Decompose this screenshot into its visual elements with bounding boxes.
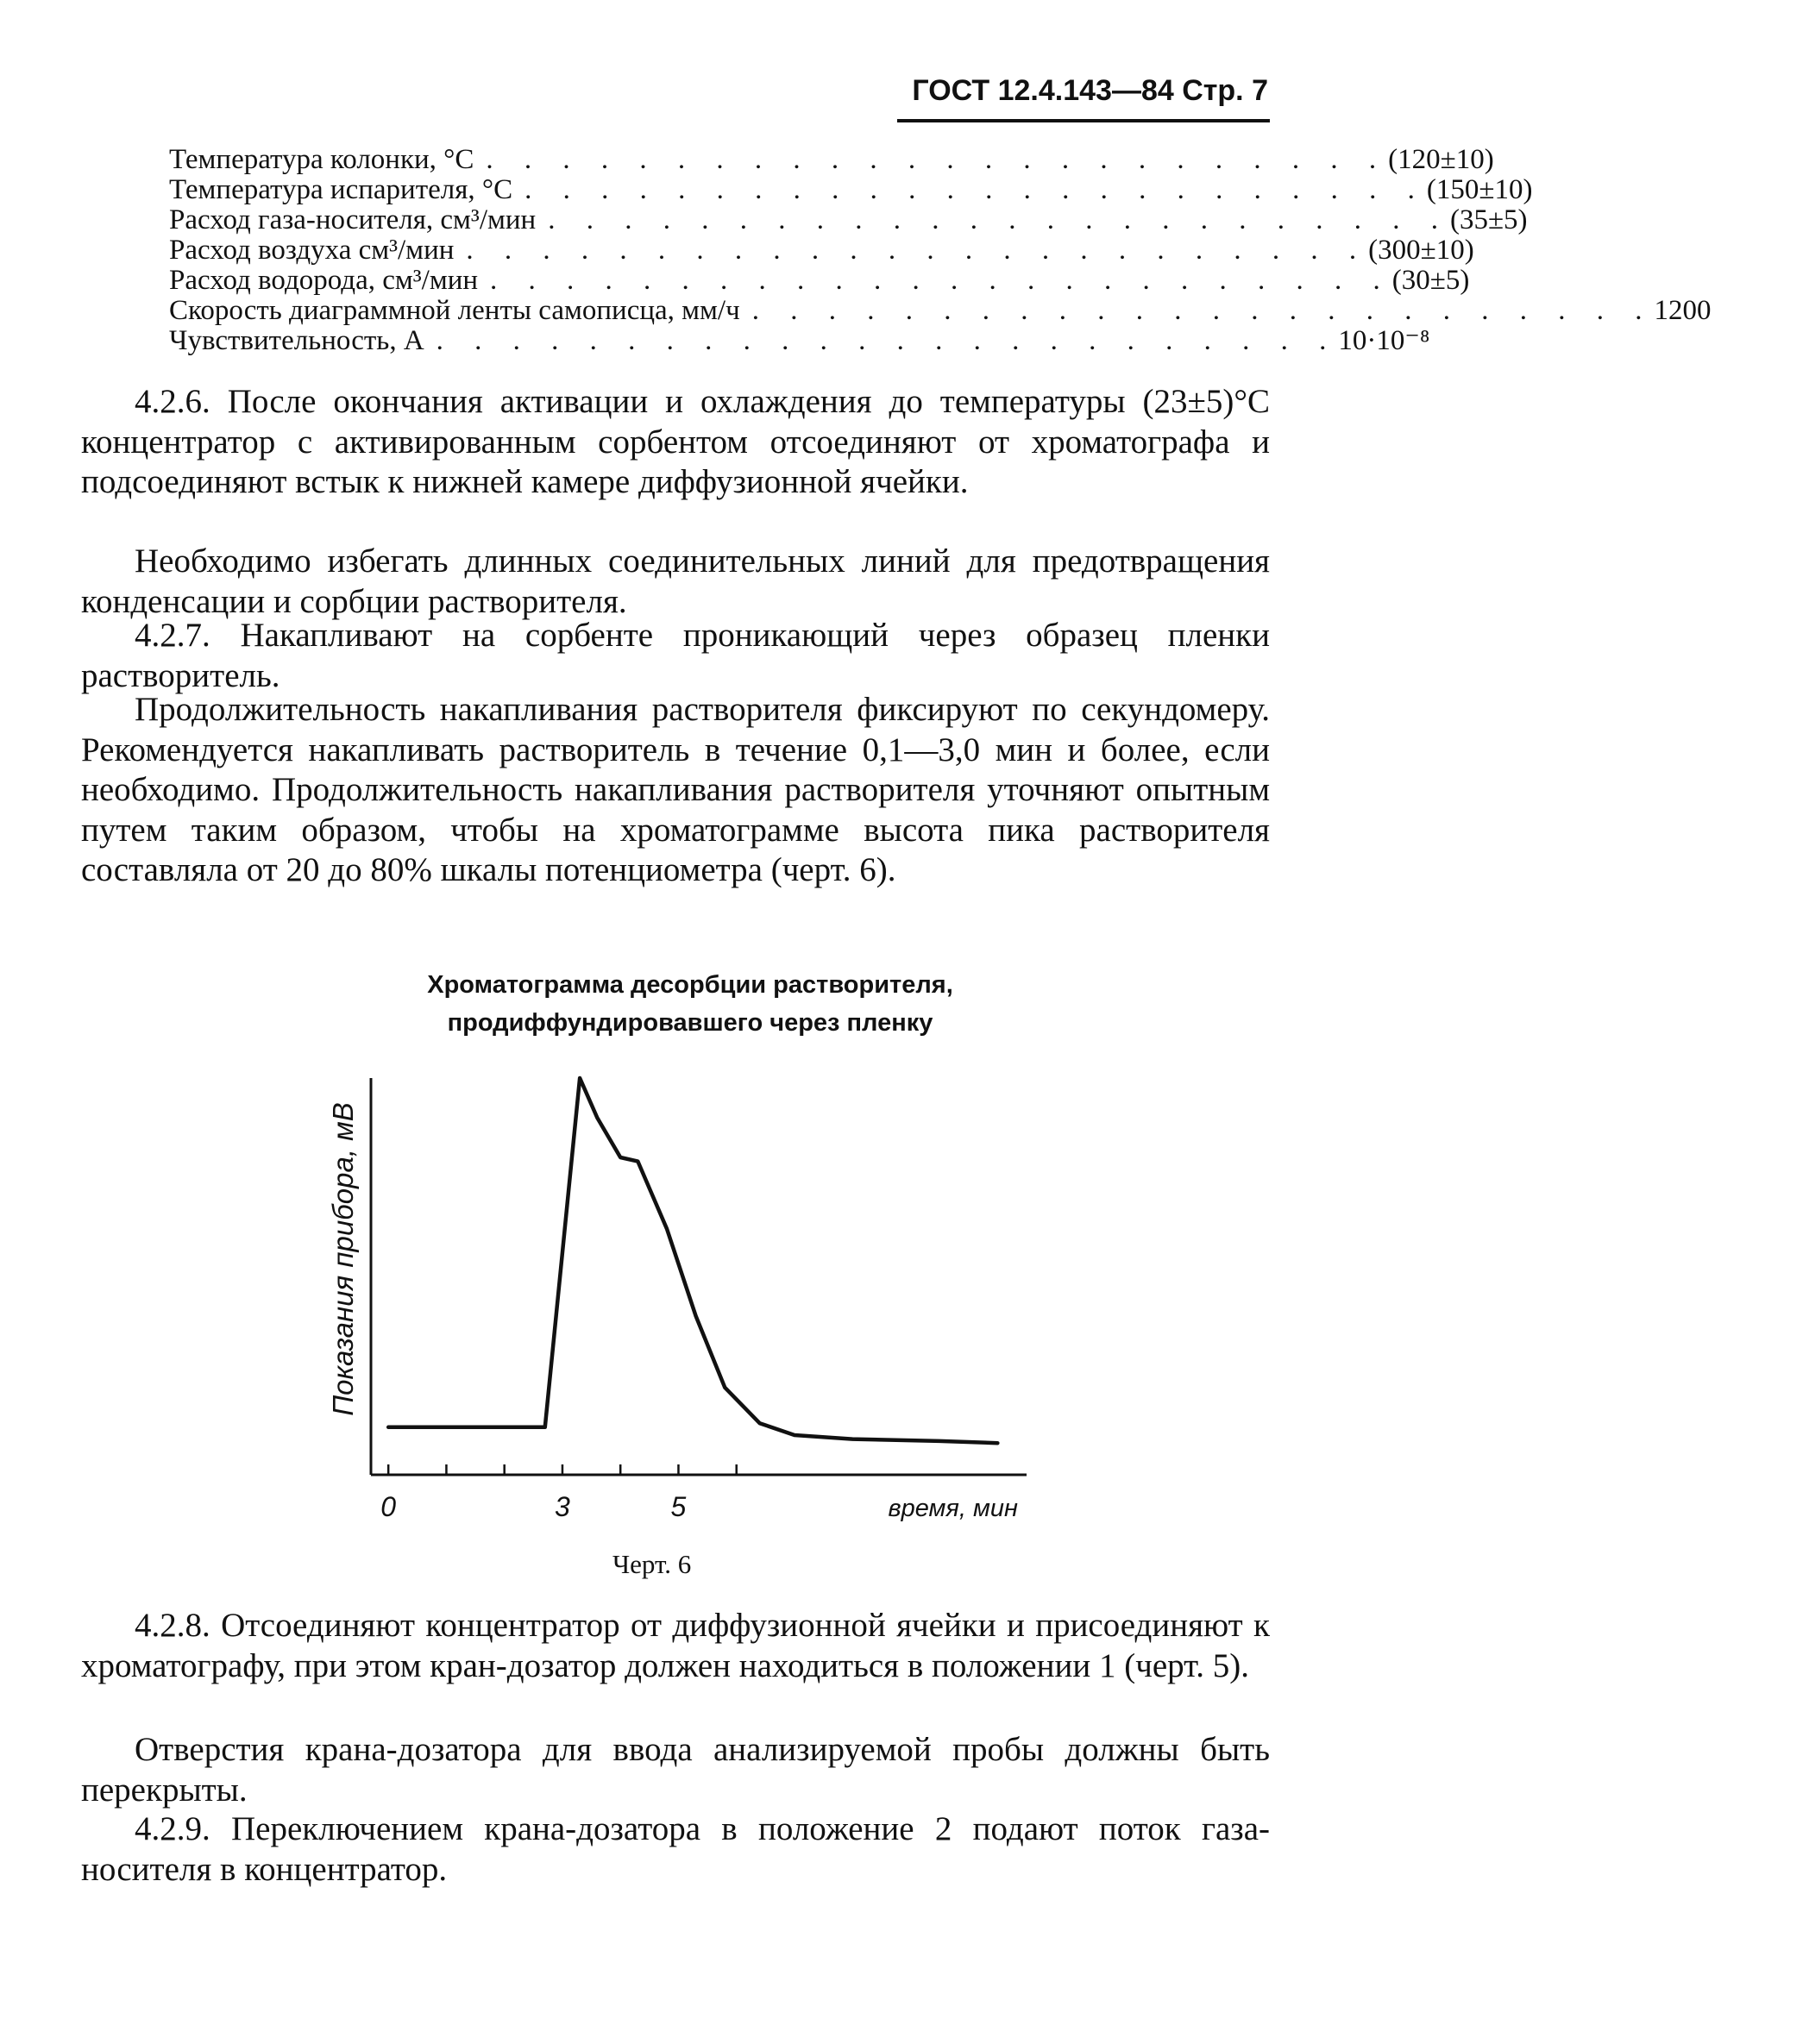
param-name: Расход водорода, см³/мин xyxy=(169,265,479,296)
param-leader-dots: . . . . . . . . . . . . . . . . . . . . . . . . xyxy=(751,295,1655,326)
series-line xyxy=(388,1078,997,1443)
paragraph-4-2-6: 4.2.6. После окончания активации и охлаждения до температуры (23±5)°С концентратор с активированным сорбентом отсоединяют от хроматографа и подсоединяют встык к нижней камере диффузионной ячейки. xyxy=(81,383,1270,500)
param-value: (120±10) xyxy=(1388,144,1494,175)
paragraph-4-2-7: 4.2.7. Накапливают на сорбенте проникающий через образец пленки растворитель. xyxy=(81,617,1270,694)
paragraph-4-2-8-note: Отверстия крана-дозатора для ввода анализируемой пробы должны быть перекрыты. xyxy=(81,1731,1270,1809)
paragraph-4-2-7-duration: Продолжительность накапливания растворителя фиксируют по секундомеру. Рекомендуется накапливать растворитель в течение 0,1—3,0 мин и более, если необходимо. Продолжительность накапливания растворителя уточняют опытным путем таким образом, чтобы на хроматограмме высота пика растворителя составляла от 20 до 80% шкалы потенциометра (черт. 6). xyxy=(81,691,1270,888)
paragraph-4-2-8: 4.2.8. Отсоединяют концентратор от диффузионной ячейки и присоединяют к хроматографу, при этом кран-дозатор должен находиться в положении 1 (черт. 5). xyxy=(81,1607,1270,1684)
param-name: Температура колонки, °С xyxy=(169,144,474,175)
param-leader-dots: . . . . . . . . . . . . . . . . . . . . . . . . xyxy=(466,235,1369,266)
chromatogram-chart xyxy=(311,1069,1070,1527)
header-rule xyxy=(897,119,1270,122)
param-name: Расход воздуха см³/мин xyxy=(169,235,455,266)
param-value: (150±10) xyxy=(1426,174,1533,205)
param-row xyxy=(169,235,1474,266)
chart-title-line1: Хроматограмма десорбции растворителя, xyxy=(427,971,953,999)
paragraph-4-2-6-note: Необходимо избегать длинных соединительных линий для предотвращения конденсации и сорбции растворителя. xyxy=(81,542,1270,620)
param-leader-dots: . . . . . . . . . . . . . . . . . . . . . . . . xyxy=(524,174,1427,205)
x-tick-label: 0 xyxy=(380,1491,397,1522)
param-row xyxy=(169,265,1470,296)
param-value: (35±5) xyxy=(1449,204,1528,235)
param-leader-dots: . . . . . . . . . . . . . . . . . . . . . . . . xyxy=(436,325,1339,356)
paragraph-4-2-9: 4.2.9. Переключением крана-дозатора в положение 2 подают поток газа-носителя в концентратор. xyxy=(81,1810,1270,1888)
parameter-list xyxy=(169,144,1712,356)
param-leader-dots: . . . . . . . . . . . . . . . . . . . . . . . . xyxy=(548,204,1450,235)
param-value: (30±5) xyxy=(1391,265,1470,296)
x-tick-label: 3 xyxy=(555,1491,570,1522)
param-value: (300±10) xyxy=(1368,235,1474,266)
param-row xyxy=(169,325,1430,356)
x-axis-label: время, мин xyxy=(888,1495,1018,1522)
param-row xyxy=(169,174,1533,205)
param-value: 1200 xyxy=(1654,295,1712,326)
y-axis-label: Показания прибора, мВ xyxy=(327,1102,359,1416)
param-name: Скорость диаграммной ленты самописца, мм/ч xyxy=(169,295,740,326)
chart-title xyxy=(259,966,1121,1042)
param-row xyxy=(169,295,1712,326)
figure-caption: Черт. 6 xyxy=(612,1549,692,1579)
param-row xyxy=(169,204,1528,235)
param-name: Расход газа-носителя, см³/мин xyxy=(169,204,537,235)
page-header: ГОСТ 12.4.143—84 Стр. 7 xyxy=(912,74,1268,107)
param-name: Температура испарителя, °С xyxy=(169,174,513,205)
param-leader-dots: . . . . . . . . . . . . . . . . . . . . . . . . xyxy=(490,265,1392,296)
param-row xyxy=(169,144,1494,175)
param-name: Чувствительность, А xyxy=(169,325,424,356)
x-tick-label: 5 xyxy=(670,1491,687,1522)
chart-title-line2: продиффундировавшего через пленку xyxy=(447,1009,933,1037)
param-value: 10·10⁻⁸ xyxy=(1338,325,1430,356)
param-leader-dots: . . . . . . . . . . . . . . . . . . . . . . . . xyxy=(486,144,1389,175)
